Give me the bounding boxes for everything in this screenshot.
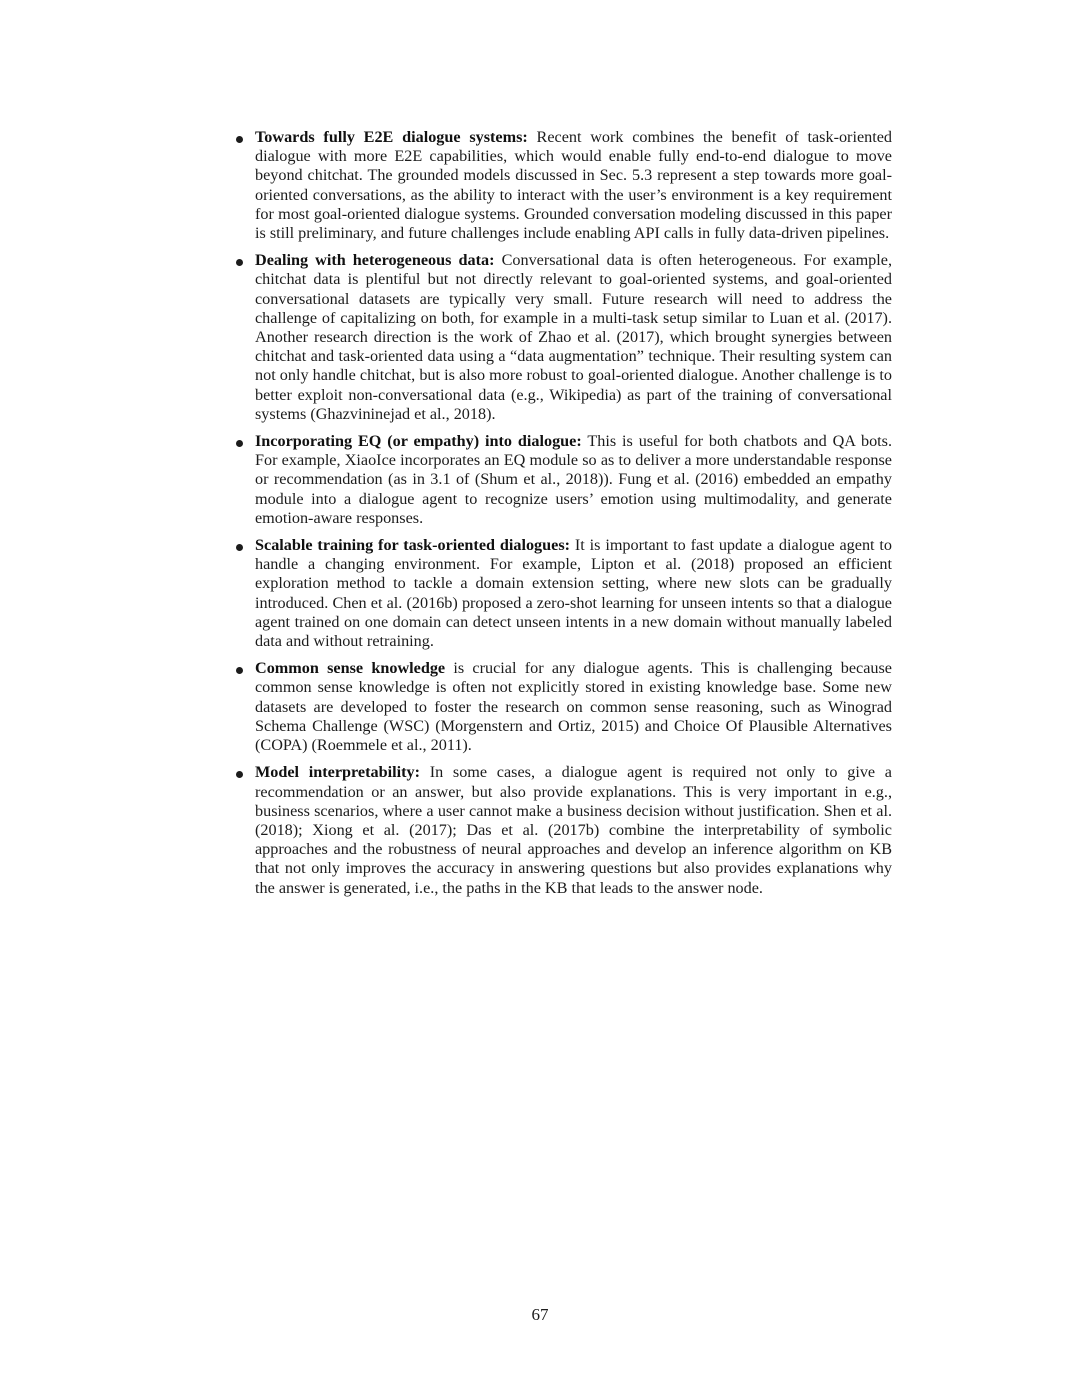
item-title: Model interpretability: [255, 763, 420, 782]
research-challenges-list [230, 128, 892, 906]
bullet-icon [236, 440, 243, 447]
page-number: 67 [531, 1305, 549, 1324]
item-title: Common sense knowledge [255, 659, 446, 678]
bullet-icon [236, 136, 243, 143]
list-item [230, 659, 892, 755]
item-text: In some cases, a dialogue agent is required not only to give a recommendation or an answer, but also provide explanations. This is very important in e.g., business scenarios, where a user cannot make a business decision without justification. Shen et al. (2018); Xiong et al. (2017); Das et al. (2017b) combine the interpretability of symbolic approaches and the robustness of neural approaches and develop an inference algorithm on KB that not only improves the accuracy in answering questions but also provides explanations why the answer is generated, i.e., the paths in the KB that leads to the answer node. [255, 763, 892, 897]
list-item [230, 536, 892, 651]
list-item [230, 432, 892, 528]
list-item [230, 251, 892, 424]
item-text: Conversational data is often heterogeneous. For example, chitchat data is plentiful but not directly relevant to goal-oriented systems, and goal-oriented conversational datasets are typically very small. Future research will need to address the challenge of capitalizing on both, for example in a multi-task setup similar to Luan et al. (2017). Another research direction is the work of Zhao et al. (2017), which brought synergies between chitchat and task-oriented data using a “data augmentation” technique. Their resulting system can not only handle chitchat, but is also more robust to goal-oriented dialogue. Another challenge is to better exploit non-conversational data (e.g., Wikipedia) as part of the training of conversational systems (Ghazvininejad et al., 2018). [255, 251, 893, 423]
item-title: Scalable training for task-oriented dialogues: [255, 536, 571, 555]
bullet-icon [236, 544, 243, 551]
item-title: Dealing with heterogeneous data: [255, 251, 495, 270]
item-title: Towards fully E2E dialogue systems: [255, 128, 528, 146]
bullet-icon [236, 667, 243, 674]
item-text: Recent work combines the benefit of task-oriented dialogue with more E2E capabilities, which would enable fully end-to-end dialogue to move beyond chitchat. The grounded models discussed in Sec. 5.3 represent a step towards more goal-oriented conversations, as the ability to interact with the user’s environment is a key requirement for most goal-oriented dialogue systems. Grounded conversation modeling discussed in this paper is still preliminary, and future challenges include enabling API calls in fully data-driven pipelines. [255, 128, 892, 243]
list-item [230, 128, 892, 243]
item-text: It is important to fast update a dialogue agent to handle a changing environment. For example, Lipton et al. (2018) proposed an efficient exploration method to tackle a domain extension setting, where new slots can be gradually introduced. Chen et al. (2016b) proposed a zero-shot learning for unseen intents so that a dialogue agent trained on one domain can detect unseen intents in a new domain without manually labeled data and without retraining. [255, 536, 893, 651]
item-text: is crucial for any dialogue agents. This is challenging because common sense knowledge is often not explicitly stored in existing knowledge base. Some new datasets are developed to foster the research on common sense reasoning, such as Winograd Schema Challenge (WSC) (Morgenstern and Ortiz, 2015) and Choice Of Plausible Alternatives (COPA) (Roemmele et al., 2011). [255, 659, 892, 755]
bullet-icon [236, 259, 243, 266]
item-text: This is useful for both chatbots and QA bots. For example, XiaoIce incorporates an EQ module so as to deliver a more understandable response or recommendation (as in 3.1 of (Shum et al., 2018)). Fung et al. (2016) embedded an empathy module into a dialogue agent to recognize users’ emotion using multimodality, and generate emotion-aware responses. [255, 432, 893, 527]
item-title: Incorporating EQ (or empathy) into dialogue: [255, 432, 582, 451]
bullet-icon [236, 771, 243, 778]
list-item [230, 763, 892, 897]
